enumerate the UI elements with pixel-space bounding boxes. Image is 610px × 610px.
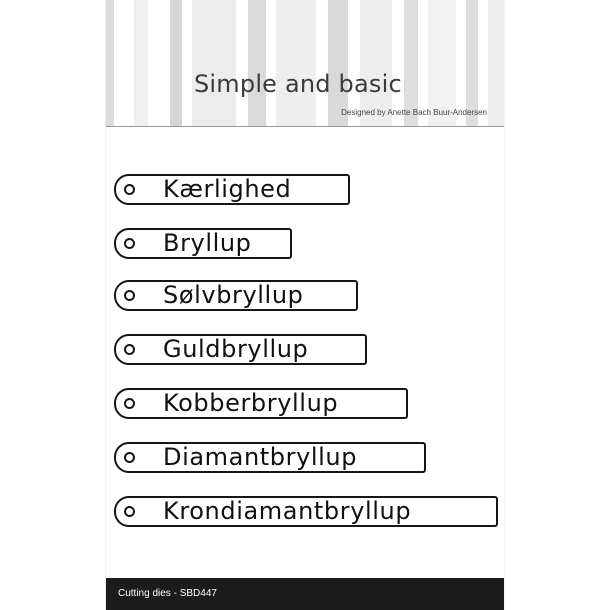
- header-stripe: [134, 0, 148, 126]
- word-tag-soelvbryllup: [114, 280, 358, 311]
- tag-hole-icon: [124, 344, 135, 355]
- tag-label: Sølvbryllup: [163, 280, 304, 309]
- footer-bar: [106, 578, 504, 610]
- header-stripe: [106, 0, 114, 126]
- word-tag-kobberbryllup: [114, 388, 408, 419]
- product-card: [106, 0, 504, 610]
- word-tag-bryllup: [114, 228, 292, 259]
- tag-label: Kærlighed: [163, 174, 292, 203]
- header-stripe: [488, 0, 504, 126]
- word-tag-guldbryllup: [114, 334, 367, 365]
- tag-label: Diamantbryllup: [163, 442, 358, 471]
- tag-hole-icon: [124, 290, 135, 301]
- header-banner: [106, 0, 504, 126]
- product-code-label: Cutting dies - SBD447: [118, 588, 217, 599]
- tag-hole-icon: [124, 398, 135, 409]
- header-stripe: [192, 0, 236, 126]
- tag-hole-icon: [124, 238, 135, 249]
- tag-label: Guldbryllup: [163, 334, 309, 363]
- tag-hole-icon: [124, 506, 135, 517]
- designer-credit: Designed by Anette Bach Buur-Andersen: [341, 108, 487, 117]
- header-stripe: [248, 0, 266, 126]
- header-stripe: [170, 0, 182, 126]
- tag-hole-icon: [124, 184, 135, 195]
- tag-label: Krondiamantbryllup: [163, 496, 412, 525]
- tag-label: Kobberbryllup: [163, 388, 339, 417]
- word-tag-diamantbryllup: [114, 442, 426, 473]
- word-tag-krondiamantbryllup: [114, 496, 498, 527]
- header-stripe: [276, 0, 316, 126]
- brand-title: Simple and basic: [194, 70, 402, 98]
- tag-hole-icon: [124, 452, 135, 463]
- word-tag-kaerlighed: [114, 174, 350, 205]
- header-divider: [106, 126, 504, 127]
- tag-label: Bryllup: [163, 228, 252, 257]
